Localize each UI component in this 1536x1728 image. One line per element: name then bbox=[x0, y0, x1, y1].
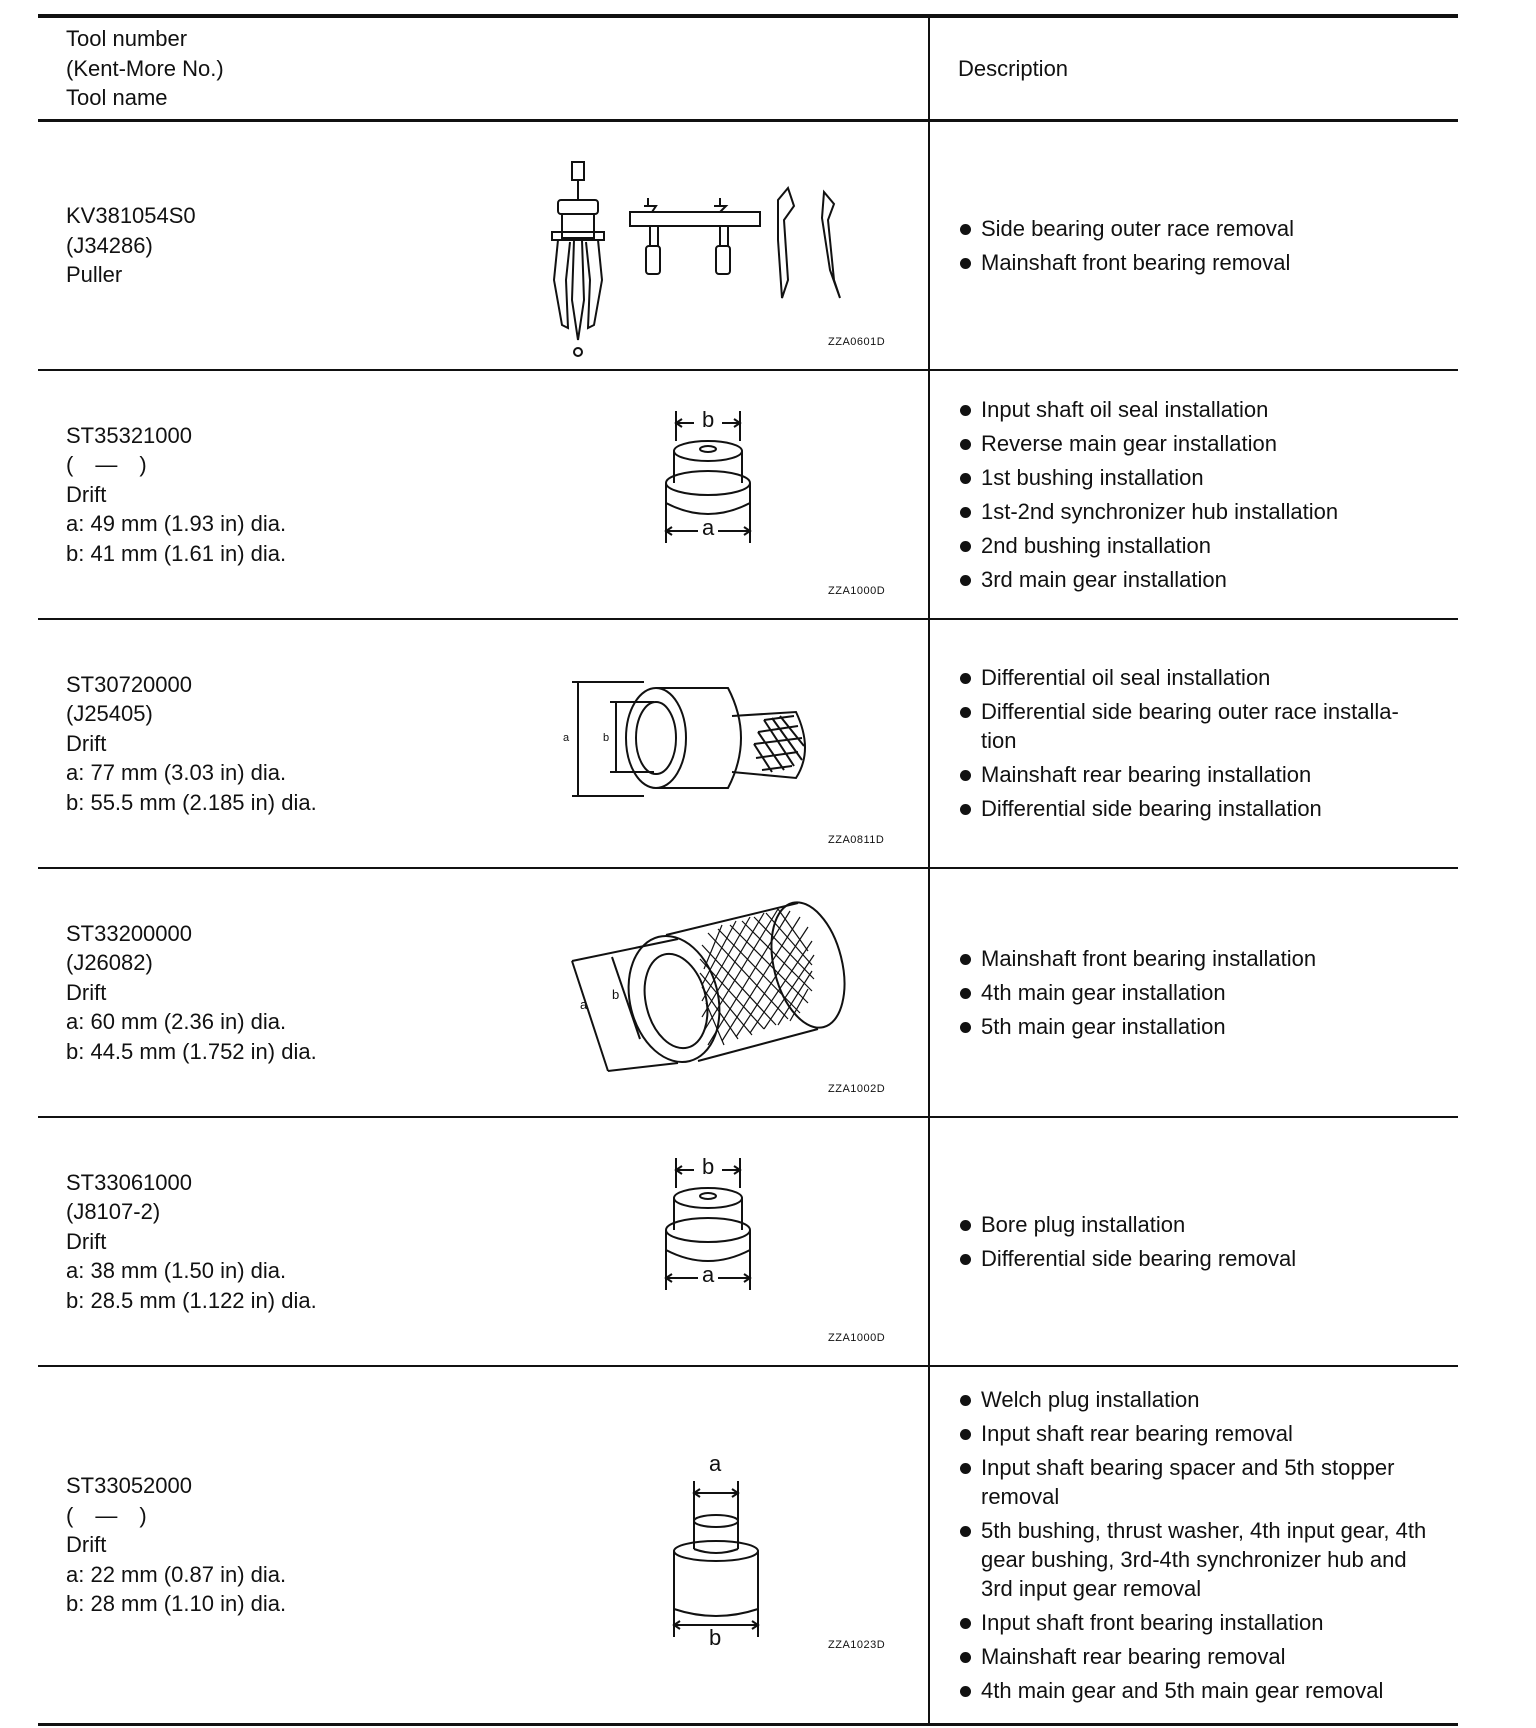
tool-row bbox=[38, 620, 1458, 869]
description-item: 5th main gear installation bbox=[958, 1012, 1438, 1041]
tool-info bbox=[66, 1367, 286, 1723]
description-item: Input shaft front bearing installation bbox=[958, 1608, 1438, 1637]
tool-row bbox=[38, 1118, 1458, 1367]
description-item: Differential side bearing installation bbox=[958, 794, 1438, 823]
dimension-b-label: b bbox=[702, 1154, 715, 1179]
tool-description bbox=[958, 1367, 1438, 1723]
tool-number: ST33061000 bbox=[66, 1169, 192, 1195]
description-item: Mainshaft front bearing installation bbox=[958, 944, 1438, 973]
dimension-a: a: 49 mm (1.93 in) dia. bbox=[66, 511, 287, 537]
column-divider bbox=[928, 1367, 930, 1723]
description-item: 1st bushing installation bbox=[958, 463, 1438, 492]
column-divider bbox=[928, 869, 930, 1116]
tool-number: ST33052000 bbox=[66, 1473, 192, 1499]
description-item: Side bearing outer race removal bbox=[958, 214, 1438, 243]
figure-code: ZZA1000D bbox=[828, 1332, 886, 1344]
tool-name: Puller bbox=[66, 262, 123, 288]
column-divider bbox=[928, 18, 930, 119]
figure-code: ZZA1023D bbox=[828, 1639, 886, 1651]
kent-more-number: (J26082) bbox=[66, 950, 153, 976]
header-tool-column bbox=[66, 18, 224, 119]
table-header-row bbox=[38, 18, 1458, 122]
tool-description bbox=[958, 620, 1438, 867]
dimension-a: a: 22 mm (0.87 in) dia. bbox=[66, 1561, 287, 1587]
tool-description bbox=[958, 1118, 1438, 1365]
column-divider bbox=[928, 620, 930, 867]
dimension-b: b: 44.5 mm (1.752 in) dia. bbox=[66, 1038, 317, 1064]
stepped-drift-illustration bbox=[648, 1158, 798, 1308]
dimension-a: a: 60 mm (2.36 in) dia. bbox=[66, 1009, 287, 1035]
column-divider bbox=[928, 371, 930, 618]
kent-more-number: ( — ) bbox=[66, 1502, 147, 1528]
description-item: Input shaft oil seal installation bbox=[958, 395, 1438, 424]
description-item: Differential side bearing removal bbox=[958, 1244, 1438, 1273]
tool-number: ST35321000 bbox=[66, 422, 192, 448]
tool-info bbox=[66, 620, 317, 867]
kent-more-number: (J34286) bbox=[66, 232, 153, 258]
tool-description bbox=[958, 371, 1438, 618]
description-item: Mainshaft rear bearing installation bbox=[958, 760, 1438, 789]
handled-drift-illustration bbox=[558, 680, 908, 810]
description-item: Input shaft rear bearing removal bbox=[958, 1419, 1438, 1448]
dimension-a-label: a bbox=[580, 997, 588, 1012]
description-item: Differential oil seal installation bbox=[958, 663, 1438, 692]
dimension-b: b: 28.5 mm (1.122 in) dia. bbox=[66, 1287, 317, 1313]
dimension-a-label: a bbox=[702, 515, 715, 540]
description-item: 4th main gear and 5th main gear removal bbox=[958, 1676, 1438, 1705]
dimension-a-label: a bbox=[702, 1262, 715, 1287]
header-tool-name: Tool name bbox=[66, 85, 168, 111]
tool-name: Drift bbox=[66, 1532, 107, 1558]
description-item: Reverse main gear installation bbox=[958, 429, 1438, 458]
header-tool-number: Tool number bbox=[66, 26, 188, 52]
description-item: 2nd bushing installation bbox=[958, 531, 1438, 560]
tool-info bbox=[66, 1118, 317, 1365]
kent-more-number: (J25405) bbox=[66, 701, 153, 727]
kent-more-number: ( — ) bbox=[66, 452, 147, 478]
description-item: 1st-2nd synchronizer hub installation bbox=[958, 497, 1438, 526]
special-tools-table bbox=[38, 14, 1458, 1726]
dimension-b-label: b bbox=[603, 732, 610, 744]
figure-code: ZZA1002D bbox=[828, 1083, 886, 1095]
dimension-a: a: 38 mm (1.50 in) dia. bbox=[66, 1258, 287, 1284]
figure-code: ZZA1000D bbox=[828, 585, 886, 597]
tool-name: Drift bbox=[66, 730, 107, 756]
tool-description bbox=[958, 869, 1438, 1116]
kent-more-number: (J8107-2) bbox=[66, 1199, 161, 1225]
tool-number: ST33200000 bbox=[66, 920, 192, 946]
small-stepped-drift-illustration bbox=[656, 1477, 776, 1647]
dimension-b-label: b bbox=[612, 987, 620, 1002]
tool-info bbox=[66, 371, 286, 618]
tool-info bbox=[66, 122, 196, 369]
stepped-drift-illustration bbox=[648, 411, 798, 561]
dimension-b: b: 28 mm (1.10 in) dia. bbox=[66, 1591, 287, 1617]
tool-description bbox=[958, 122, 1438, 369]
tool-info bbox=[66, 869, 317, 1116]
tool-name: Drift bbox=[66, 481, 107, 507]
dimension-b: b: 55.5 mm (2.185 in) dia. bbox=[66, 789, 317, 815]
description-item: Input shaft bearing spacer and 5th stopper removal bbox=[958, 1453, 1438, 1511]
tool-row bbox=[38, 1367, 1458, 1726]
description-item: Welch plug installation bbox=[958, 1385, 1438, 1414]
header-description-column bbox=[958, 18, 1438, 119]
tool-name: Drift bbox=[66, 979, 107, 1005]
tool-number: ST30720000 bbox=[66, 671, 192, 697]
figure-code: ZZA0601D bbox=[828, 336, 886, 348]
description-item: Mainshaft front bearing removal bbox=[958, 248, 1438, 277]
dimension-a-label: a bbox=[709, 1451, 722, 1476]
header-description: Description bbox=[958, 55, 1069, 81]
description-item: Mainshaft rear bearing removal bbox=[958, 1642, 1438, 1671]
dimension-b: b: 41 mm (1.61 in) dia. bbox=[66, 540, 287, 566]
tool-row bbox=[38, 869, 1458, 1118]
dimension-a-label: a bbox=[563, 732, 570, 744]
tool-name: Drift bbox=[66, 1228, 107, 1254]
column-divider bbox=[928, 122, 930, 369]
column-divider bbox=[928, 1118, 930, 1365]
description-item: Bore plug installation bbox=[958, 1210, 1438, 1239]
tool-row bbox=[38, 122, 1458, 371]
header-kent-more: (Kent-More No.) bbox=[66, 55, 224, 81]
dimension-b-label: b bbox=[709, 1625, 722, 1650]
tool-number: KV381054S0 bbox=[66, 203, 196, 229]
description-item: 4th main gear installation bbox=[958, 978, 1438, 1007]
figure-code: ZZA0811D bbox=[828, 834, 885, 846]
dimension-a: a: 77 mm (3.03 in) dia. bbox=[66, 760, 287, 786]
description-item: Differential side bearing outer race installa- tion bbox=[958, 697, 1438, 755]
dimension-b-label: b bbox=[702, 407, 715, 432]
tool-row bbox=[38, 371, 1458, 620]
description-item: 3rd main gear installation bbox=[958, 565, 1438, 594]
puller-illustration bbox=[548, 160, 898, 360]
description-item: 5th bushing, thrust washer, 4th input gear, 4th gear bushing, 3rd-4th synchronizer hub and 3rd input gear removal bbox=[958, 1516, 1438, 1603]
